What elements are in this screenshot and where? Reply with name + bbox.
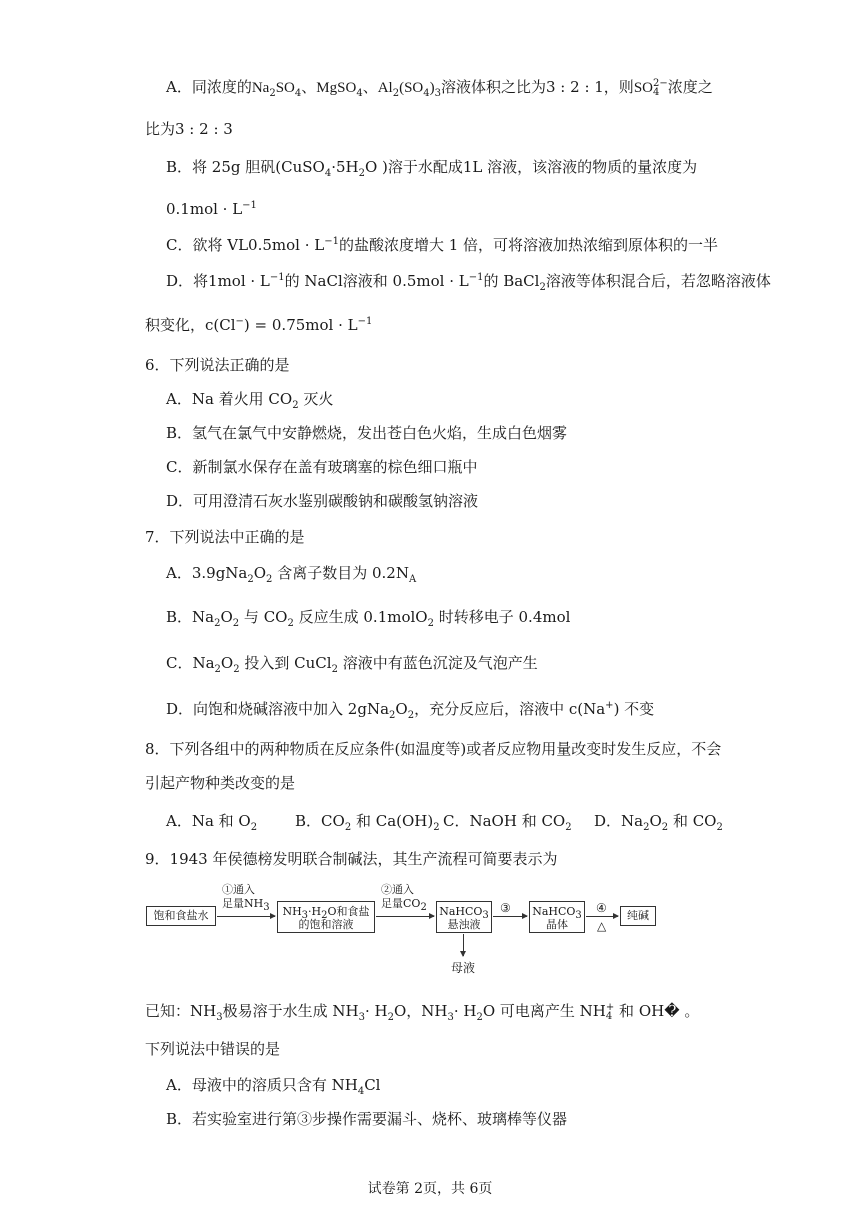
q9-option-b: B．若实验室进行第③步操作需要漏斗、烧杯、玻璃棒等仪器 <box>166 1110 568 1128</box>
q5-option-a-line2: 比为3 : 2 : 3 <box>145 120 233 138</box>
q8-option-a: A．Na 和 $O_2$ <box>166 812 258 833</box>
q8-option-c: C．NaOH 和 $CO_2$ <box>443 812 572 833</box>
flow-step1-label-1: ①通入 <box>222 883 255 896</box>
flow-box-crystal: NaHCO$_3$ 晶体 <box>529 901 585 933</box>
flow-step3-label: ③ <box>500 901 511 915</box>
q5-option-a-line1: A．同浓度的$Na_2SO_4$、MgSO$_4$、$Al_2(SO_4)_3$溶液体积之比为3 : 2 : 1，则SO 2− 4 浓度之 <box>166 78 713 99</box>
flow-box-saturated-solution: $NH_3\cdot H_2O$和食盐 的饱和溶液 <box>277 901 375 933</box>
q6-option-b: B．氢气在氯气中安静燃烧，发出苍白色火焰，生成白色烟雾 <box>166 424 568 442</box>
flow-step1-label-2: 足量$NH_3$ <box>222 897 270 914</box>
q6-option-a: A．Na 着火用 $CO_2$ 灭火 <box>166 390 334 411</box>
q8-option-b: B．$CO_2$ 和 $Ca(OH)_2$ <box>295 812 440 833</box>
q7-option-b: B．$Na_2O_2$ 与 $CO_2$ 反应生成 0.1molO$_2$ 时转移电子 0.4mol <box>166 608 571 629</box>
flow-arrow-4 <box>586 916 618 917</box>
q5-option-d-line2: 积变化，$c(Cl^-) = 0.75mol \cdot L^{-1}$ <box>145 316 373 334</box>
flow-arrow-2 <box>376 916 434 917</box>
flow-step4-label: ④ <box>596 901 607 915</box>
q5-option-b-line2: $0.1mol \cdot L^{-1}$ <box>166 200 257 218</box>
q8-stem-line1: 8．下列各组中的两种物质在反应条件(如温度等)或者反应物用量改变时发生反应，不会 <box>145 740 722 758</box>
q8-stem-line2: 引起产物种类改变的是 <box>145 774 296 792</box>
flow-step2-label-1: ②通入 <box>381 883 414 896</box>
q6-stem: 6．下列说法正确的是 <box>145 356 290 374</box>
flow-arrow-3 <box>493 916 527 917</box>
q5-option-c: C．欲将 $VL0.5mol \cdot L^{-1}$的盐酸浓度增大 1 倍，可将溶液加热浓缩到原体积的一半 <box>166 236 719 254</box>
page-footer: 试卷第 2页，共 6页 <box>367 1181 493 1197</box>
flow-arrow-down <box>463 934 464 956</box>
q5-option-d-line1: D．将$1mol \cdot L^{-1}$的 NaCl溶液和 $0.5mol \cdot L^{-1}$的 BaCl$_2$溶液等体积混合后，若忽略溶液体 <box>166 272 771 293</box>
flow-box-mother-liquor: 母液 <box>451 961 476 975</box>
q7-option-c: C．$Na_2O_2$ 投入到 CuCl$_2$ 溶液中有蓝色沉淀及气泡产生 <box>166 654 538 675</box>
q6-option-d: D．可用澄清石灰水鉴别碳酸钠和碳酸氢钠溶液 <box>166 492 479 510</box>
q7-stem: 7．下列说法中正确的是 <box>145 528 305 546</box>
q8-option-d: D．$Na_2O_2$ 和 $CO_2$ <box>594 812 723 833</box>
q7-option-d: D．向饱和烧碱溶液中加入 $2gNa_2O_2$，充分反应后，溶液中 c(Na+) 不变 <box>166 700 655 721</box>
flow-box-soda-ash: 纯碱 <box>620 906 656 926</box>
q9-known: 已知：$NH_3$极易溶于水生成 $NH_3\cdot H_2O$，$NH_3\cdot H_2O$ 可电离产生 NH + 4 和 OH� 。 <box>145 1002 700 1023</box>
flow-box-suspension: NaHCO$_3$ 悬浊液 <box>436 901 492 933</box>
flow-box-brine: 饱和食盐水 <box>146 906 216 926</box>
q6-option-c: C．新制氯水保存在盖有玻璃塞的棕色细口瓶中 <box>166 458 478 476</box>
q7-option-a: A．$3.9gNa_2O_2$ 含离子数目为 $0.2N_A$ <box>166 564 417 585</box>
flow-step2-label-2: 足量$CO_2$ <box>381 897 427 914</box>
q9-option-a: A．母液中的溶质只含有 $NH_4Cl$ <box>166 1076 381 1097</box>
q9-stem2: 下列说法中错误的是 <box>145 1040 281 1058</box>
q9-stem: 9．1943 年侯德榜发明联合制碱法，其生产流程可简要表示为 <box>145 850 558 868</box>
heat-symbol: △ <box>597 919 607 933</box>
flow-arrow-1 <box>217 916 275 917</box>
q5-option-b-line1: B．将 25g 胆矾($CuSO_4\cdot 5H_2O$ )溶于水配成1L 溶液，该溶液的物质的量浓度为 <box>166 158 698 179</box>
